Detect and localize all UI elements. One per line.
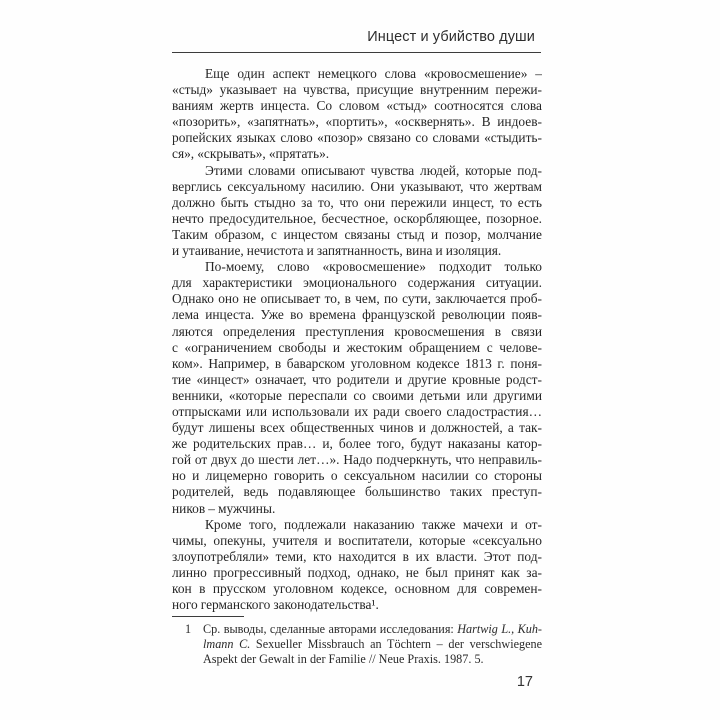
body-line: ваниям жертв инцеста. Со словом «стыд» соотносятся слова (172, 98, 542, 114)
body-line: же родительских прав… и, более того, будут наказаны катор- (172, 436, 542, 452)
page-number: 17 (516, 674, 533, 690)
body-line: Однако оно не описывает то, в чем, по сути, заключается проб- (172, 291, 542, 307)
body-line: с «ограничением свободы и жестоким обращением с челове- (172, 339, 542, 355)
body-line: ников – мужчины. (172, 500, 276, 516)
body-line: гой от двух до шести лет…». Надо подчеркнуть, что неправиль- (172, 452, 542, 468)
footnote-line (203, 622, 542, 637)
body-line: ного германского законодательства¹. (172, 597, 379, 613)
body-line: будут лишены всех общественных чинов и должностей, а так- (172, 420, 542, 436)
body-line: злоупотребляли» теми, кто находится в их власти. Этот под- (172, 548, 542, 564)
footnote (185, 622, 542, 667)
body-line: ропейских языках слово «позор» связано со словами «стыдить- (172, 130, 542, 146)
body-line: линно прогрессивный подход, однако, не был принят как за- (172, 564, 542, 580)
paragraph (172, 66, 542, 163)
body-text (172, 66, 542, 613)
footnote-separator-rule (172, 616, 244, 617)
body-line: тие «инцест» означает, что родители и другие кровные родст- (172, 371, 542, 387)
body-line: Этими словами описывают чувства людей, которые под- (205, 162, 542, 178)
footnote-marker: 1 (185, 622, 192, 636)
body-line: ся», «скрывать», «прятать». (172, 146, 330, 162)
footnote-italic-segment: Hartwig L., Kuh- (457, 622, 542, 636)
body-line: Таким образом, с инцестом связаны стыд и позор, молчание (172, 226, 542, 242)
body-line: нечто предосудительное, бесчестное, оскорбляющее, позорное. (172, 210, 542, 226)
body-line: но и лицемерно говорить о сексуальном насилии со стороны (172, 468, 542, 484)
header-rule (172, 52, 541, 53)
body-line: чимы, опекуны, учителя и воспитатели, которые «сексуально (172, 532, 542, 548)
body-line: ком». Например, в баварском уголовном кодексе 1813 г. поня- (172, 355, 542, 371)
body-line: родителей, ведь подавляющее большинство таких преступ- (172, 484, 542, 500)
body-line: и утаивание, нечистота и запятнанность, вина и изоляция. (172, 243, 502, 259)
footnote-line (203, 637, 542, 652)
body-line: Еще один аспект немецкого слова «кровосмешение» – (205, 66, 542, 81)
footnote-text-segment: Aspekt der Gewalt in der Familie // Neue Praxis. 1987. 5. (203, 652, 484, 666)
running-header-title: Инцест и убийство души (367, 29, 535, 45)
paragraph (172, 259, 542, 517)
body-line: По-моему, слово «кровосмешение» подходит только (205, 259, 542, 275)
body-line: кон в прусском уголовном кодексе, основном для современ- (172, 581, 542, 596)
body-line: ляются определения преступления кровосмешения в связи (172, 323, 542, 339)
footnote-text-segment: Ср. выводы, сделанные авторами исследования: (203, 622, 458, 636)
footnote-text-segment: Sexueller Missbrauch an Töchtern – der verschwiegene (250, 637, 542, 651)
body-line: «стыд» указывает на чувства, присущие внутренним пережи- (172, 82, 542, 98)
paragraph (172, 163, 542, 260)
body-line: должно быть стыдно за то, что они пережили инцест, то есть (172, 194, 542, 210)
footnote-italic-segment: lmann C. (203, 637, 251, 651)
body-line: Кроме того, подлежали наказанию также мачехи и от- (205, 516, 542, 532)
body-line: отпрысками или использовали их ради своего сладострастия… (172, 403, 542, 419)
footnote-lines (203, 622, 542, 667)
paragraph (172, 517, 542, 614)
footnote-line (203, 652, 542, 667)
body-line: «позорить», «запятнать», «портить», «осквернять». В индоев- (172, 114, 542, 130)
body-line: верглись сексуальному насилию. Они указывают, что жертвам (172, 178, 542, 194)
body-line: для характеристики эмоционального содержания ситуации. (172, 275, 542, 291)
body-line: лема инцеста. Уже во времена французской революции появ- (172, 307, 542, 323)
body-line: венники, «которые переспали со своими детьми или другими (172, 387, 542, 403)
